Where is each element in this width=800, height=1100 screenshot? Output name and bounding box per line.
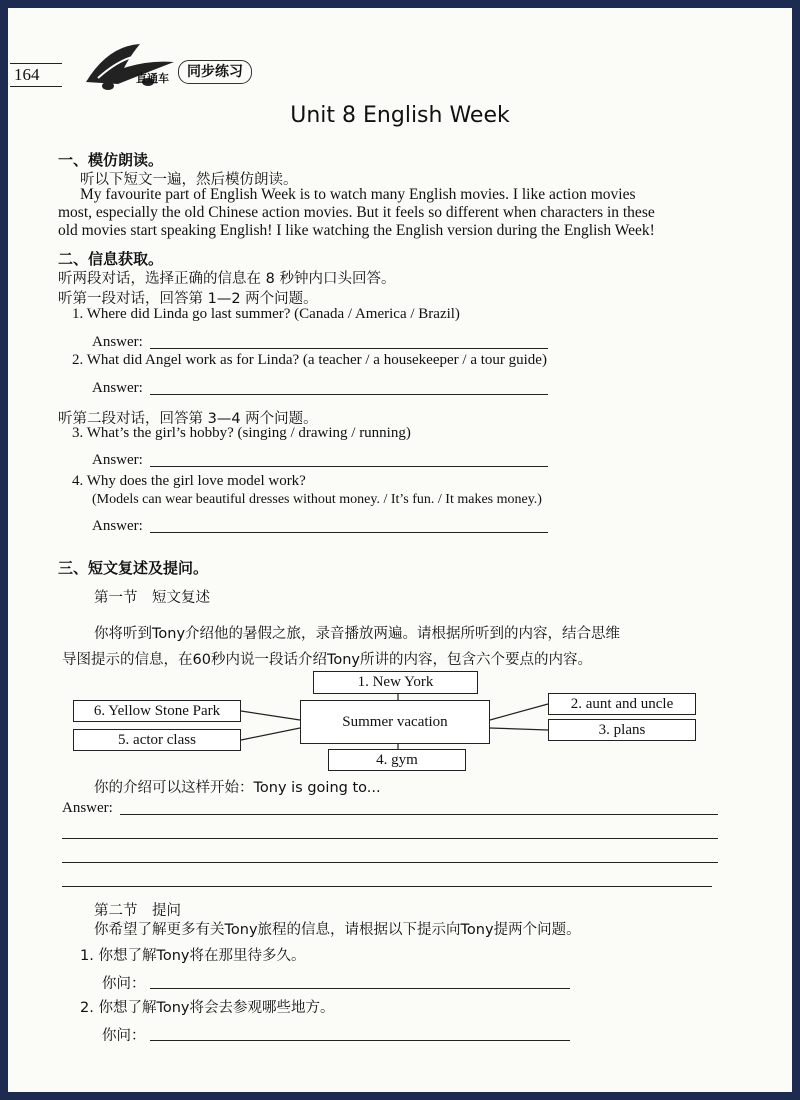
- prompt-1: 1. 你想了解Tony将在那里待多久。: [80, 948, 306, 964]
- part2-instruction: 你希望了解更多有关Tony旅程的信息，请根据以下提示向Tony提两个问题。: [94, 922, 581, 938]
- question-3: 3. What’s the girl’s hobby? (singing / drawing / running): [72, 425, 411, 441]
- section1-instruction: 听以下短文一遍，然后模仿朗读。: [80, 172, 298, 188]
- part1-title: 第一节 短文复述: [94, 590, 210, 606]
- answer-label-q1: Answer:: [92, 334, 143, 350]
- mindmap-node-new-york: 1. New York: [313, 671, 478, 694]
- retell-answer-line-2[interactable]: [62, 838, 718, 839]
- answer-label-q4: Answer:: [92, 518, 143, 534]
- dialogue2-instruction: 听第二段对话，回答第 3—4 两个问题。: [58, 411, 318, 427]
- section2-instruction: 听两段对话，选择正确的信息在 8 秒钟内口头回答。: [58, 271, 396, 287]
- passage-line-2: most, especially the old Chinese action movies. But it feels so different when characters in these: [58, 204, 655, 221]
- part1-instruction-1: 你将听到Tony介绍他的暑假之旅，录音播放两遍。请根据所听到的内容，结合思维: [94, 626, 621, 642]
- mindmap-center: Summer vacation: [300, 700, 490, 744]
- answer-label-q3: Answer:: [92, 452, 143, 468]
- answer-label-q2: Answer:: [92, 380, 143, 396]
- part1-instruction-2: 导图提示的信息，在60秒内说一段话介绍Tony所讲的内容，包含六个要点的内容。: [62, 652, 592, 668]
- passage-line-3: old movies start speaking English! I like watching the English version during the English Week!: [58, 222, 655, 239]
- start-hint: 你的介绍可以这样开始：Tony is going to...: [94, 780, 381, 796]
- worksheet-page: [8, 8, 792, 1092]
- ask-line-1[interactable]: [150, 988, 570, 989]
- retell-answer-label: Answer:: [62, 800, 113, 816]
- section3-heading: 三、短文复述及提问。: [58, 559, 209, 577]
- mindmap-node-actor-class: 5. actor class: [73, 729, 241, 751]
- section2-heading: 二、信息获取。: [58, 250, 164, 268]
- ask-label-2: 你问：: [102, 1028, 146, 1044]
- dialogue1-instruction: 听第一段对话，回答第 1—2 两个问题。: [58, 291, 318, 307]
- question-1: 1. Where did Linda go last summer? (Canada / America / Brazil): [72, 306, 460, 322]
- mindmap-node-gym: 4. gym: [328, 749, 466, 771]
- question-4: 4. Why does the girl love model work?: [72, 473, 306, 489]
- question-4-options: (Models can wear beautiful dresses without money. / It’s fun. / It makes money.): [92, 492, 542, 507]
- page-number: 164: [10, 63, 62, 87]
- mindmap-node-yellow-stone: 6. Yellow Stone Park: [73, 700, 241, 722]
- ask-line-2[interactable]: [150, 1040, 570, 1041]
- prompt-2: 2. 你想了解Tony将会去参观哪些地方。: [80, 1000, 335, 1016]
- part2-title: 第二节 提问: [94, 903, 181, 919]
- logo-text: 直通车: [136, 72, 169, 85]
- unit-title: Unit 8 English Week: [290, 103, 510, 128]
- mindmap-node-plans: 3. plans: [548, 719, 696, 741]
- passage-line-1: My favourite part of English Week is to watch many English movies. I like action movies: [80, 186, 636, 203]
- question-2: 2. What did Angel work as for Linda? (a teacher / a housekeeper / a tour guide): [72, 352, 547, 368]
- retell-answer-line-1[interactable]: [120, 814, 718, 815]
- section1-heading: 一、模仿朗读。: [58, 151, 164, 169]
- retell-answer-line-3[interactable]: [62, 862, 718, 863]
- retell-answer-line-4[interactable]: [62, 886, 712, 887]
- mindmap-node-aunt-uncle: 2. aunt and uncle: [548, 693, 696, 715]
- sync-practice-badge: 同步练习: [178, 60, 252, 84]
- ask-label-1: 你问：: [102, 976, 146, 992]
